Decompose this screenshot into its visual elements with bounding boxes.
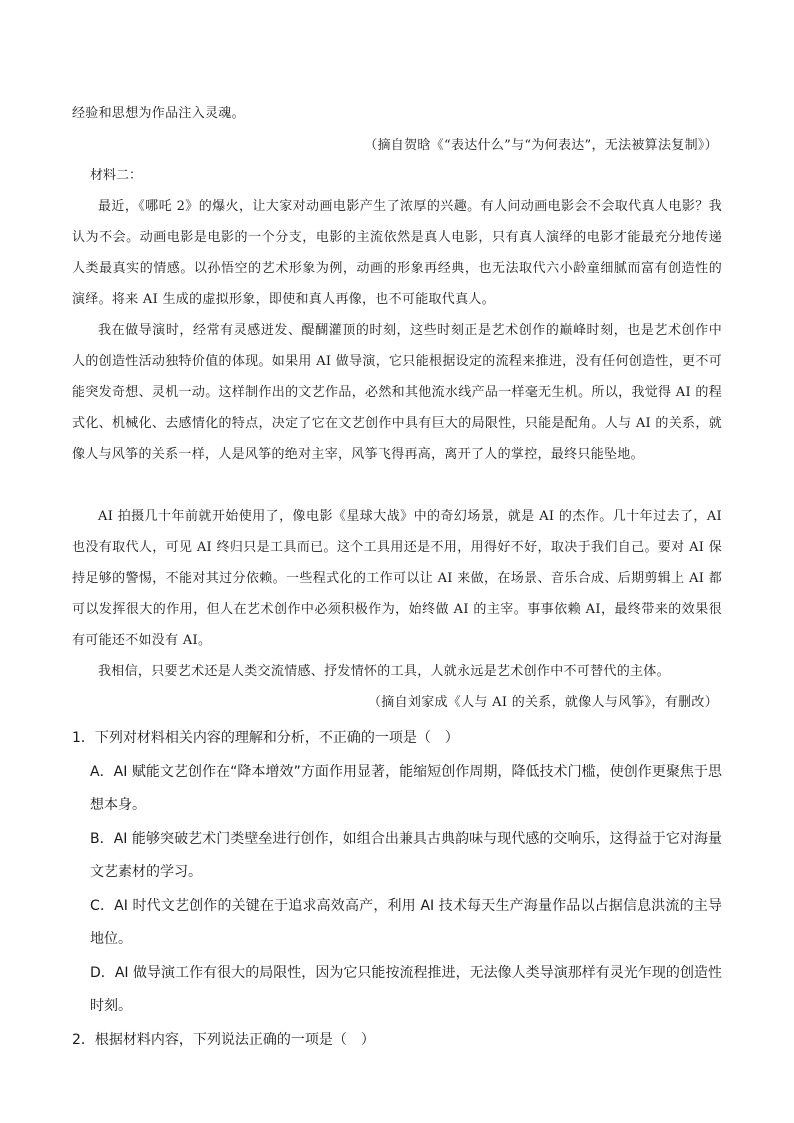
material2-paragraph-1: 最近，《哪吒 2》的爆火，让大家对动画电影产生了浓厚的兴趣。有人问动画电影会不会取代真人电影？我认为不会。动画电影是电影的一个分支，电影的主流依然是真人电影，只有真人演绎的电影才能最充分地传递人类最真实的情感。以孙悟空的艺术形象为例，动画的形象再经典，也无法取代六小龄童细腻而富有创造性的演绎。将来 AI 生成的虚拟形象，即使和真人再像，也不可能取代真人。 bbox=[72, 199, 722, 307]
question-1-stem: 1．下列对材料相关内容的理解和分析，不正确的一项是（ ） bbox=[72, 730, 459, 746]
material1-tail: 经验和思想为作品注入灵魂。 bbox=[72, 106, 245, 121]
question-1-option-b[interactable]: B．AI 能够突破艺术门类壁垒进行创作，如组合出兼具古典韵味与现代感的交响乐，这得益于它对海量文艺素材的学习。 bbox=[90, 831, 722, 880]
material2-paragraph-3: AI 拍摄几十年前就开始使用了，像电影《星球大战》中的奇幻场景，就是 AI 的杰作。几十年过去了，AI 也没有取代人，可见 AI 终归只是工具而已。这个工具用还是不用，用得好不好，取决于我们自己。要对 AI 保持足够的警惕，不能对其过分依赖。一些程式化的工作可以让 AI 来做，在场景、音乐合成、后期剪辑上 AI 都可以发挥很大的作用，但人在艺术创作中必须积极作为，始终做 AI 的主宰。事事依赖 AI，最终带来的效果很有可能还不如没有 AI。 bbox=[72, 509, 722, 648]
material2-paragraph-2: 我在做导演时，经常有灵感迸发、醍醐灌顶的时刻，这些时刻正是艺术创作的巅峰时刻，也是艺术创作中人的创造性活动独特价值的体现。如果用 AI 做导演，它只能根据设定的流程来推进，没有任何创造性，更不可能突发奇想、灵机一动。这样制作出的文艺作品，必然和其他流水线产品一样毫无生机。所以，我觉得 AI 的程式化、机械化、去感情化的特点，决定了它在文艺创作中具有巨大的局限性，只能是配角。人与 AI 的关系，就像人与风筝的关系一样，人是风筝的绝对主宰，风筝飞得再高，离开了人的掌控，最终只能坠地。 bbox=[72, 323, 722, 462]
question-1-option-d[interactable]: D．AI 做导演工作有很大的局限性，因为它只能按流程推进，无法像人类导演那样有灵光乍现的创造性时刻。 bbox=[90, 965, 722, 1014]
material2-source: （摘自刘家成《人与 AI 的关系，就像人与风筝》，有删改） bbox=[368, 695, 718, 710]
material2-label: 材料二： bbox=[90, 168, 143, 183]
material1-source: （摘自贺晗《“表达什么”与“为何表达”，无法被算法复制》） bbox=[364, 138, 718, 153]
question-1-option-a[interactable]: A．AI 赋能文艺创作在“降本增效”方面作用显著，能缩短创作周期，降低技术门槛，使创作更聚焦于思想本身。 bbox=[90, 764, 722, 813]
material2-paragraph-4: 我相信，只要艺术还是人类交流情感、抒发情怀的工具，人就永远是艺术创作中不可替代的主体。 bbox=[98, 664, 670, 679]
question-1-option-c[interactable]: C．AI 时代文艺创作的关键在于追求高效高产，利用 AI 技术每天生产海量作品以占据信息洪流的主导地位。 bbox=[90, 898, 722, 947]
question-2-stem: 2．根据材料内容，下列说法正确的一项是（ ） bbox=[72, 1032, 375, 1048]
